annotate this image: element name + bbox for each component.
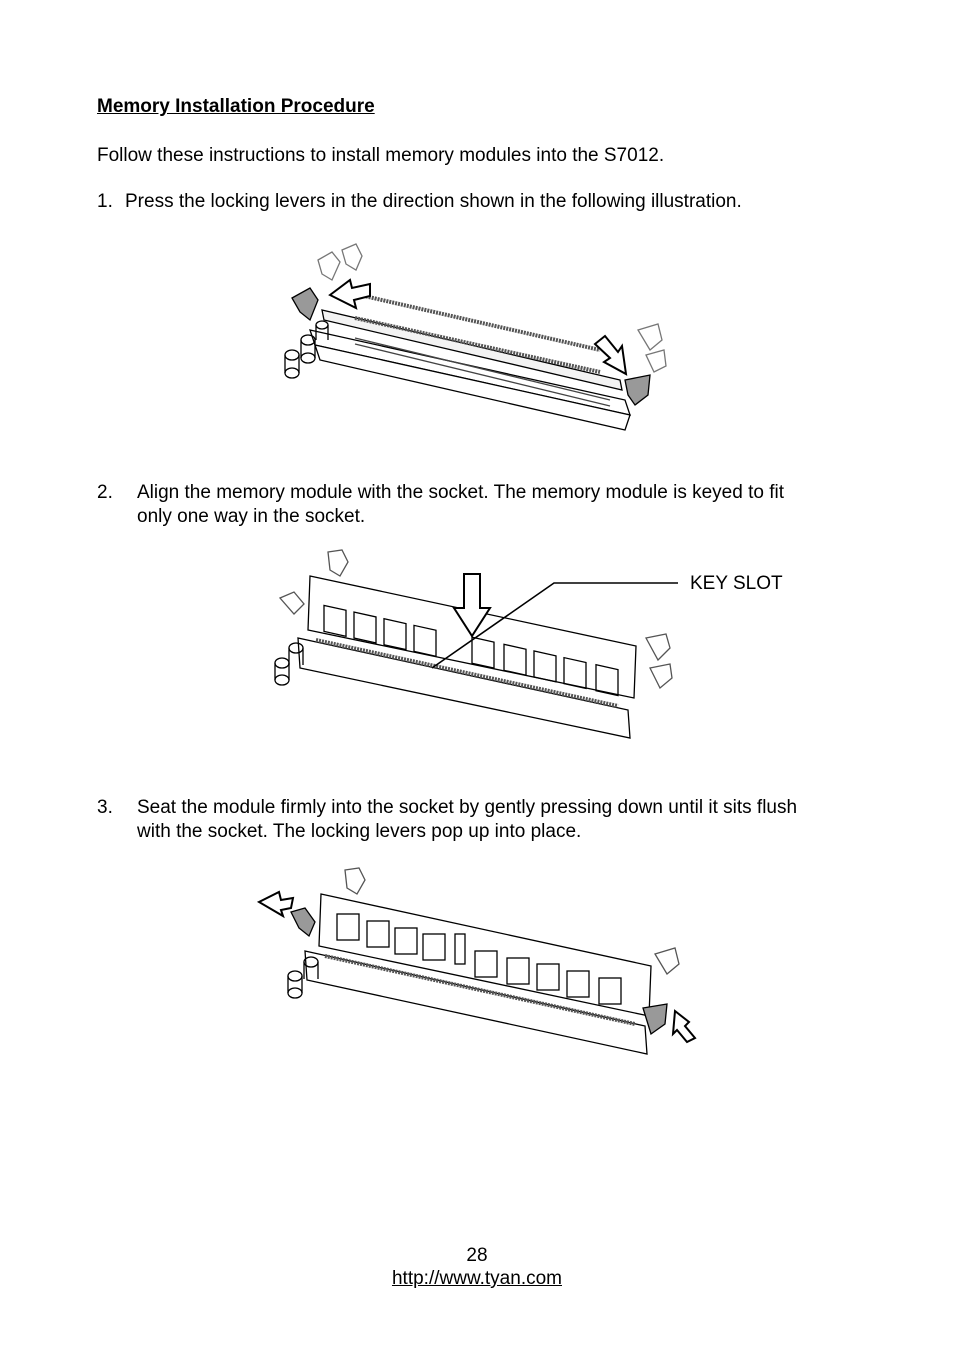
footer-url-link[interactable]: http://www.tyan.com: [391, 1268, 562, 1289]
step-2-line-1: Align the memory module with the socket. The memory module is keyed to fit: [137, 482, 784, 503]
figure-seated-module: [255, 866, 700, 1066]
figure-align-module: [268, 548, 688, 748]
intro-text: Follow these instructions to install memory modules into the S7012.: [97, 145, 665, 166]
step-2-number: 2.: [97, 482, 113, 503]
step-3-line-1: Seat the module firmly into the socket by gently pressing down until it sits flush: [137, 797, 798, 818]
step-1-text: Press the locking levers in the direction shown in the following illustration.: [125, 191, 742, 212]
step-3-number: 3.: [97, 797, 113, 818]
step-2-line-2: only one way in the socket.: [137, 506, 366, 527]
key-slot-label: KEY SLOT: [690, 573, 783, 594]
step-1-number: 1.: [97, 191, 113, 212]
section-heading: Memory Installation Procedure: [97, 96, 375, 117]
figure-open-levers: [270, 240, 680, 440]
page-number: 28: [466, 1245, 488, 1266]
footer-url-wrapper: [0, 1267, 954, 1290]
step-3-line-2: with the socket. The locking levers pop up into place.: [137, 821, 582, 842]
